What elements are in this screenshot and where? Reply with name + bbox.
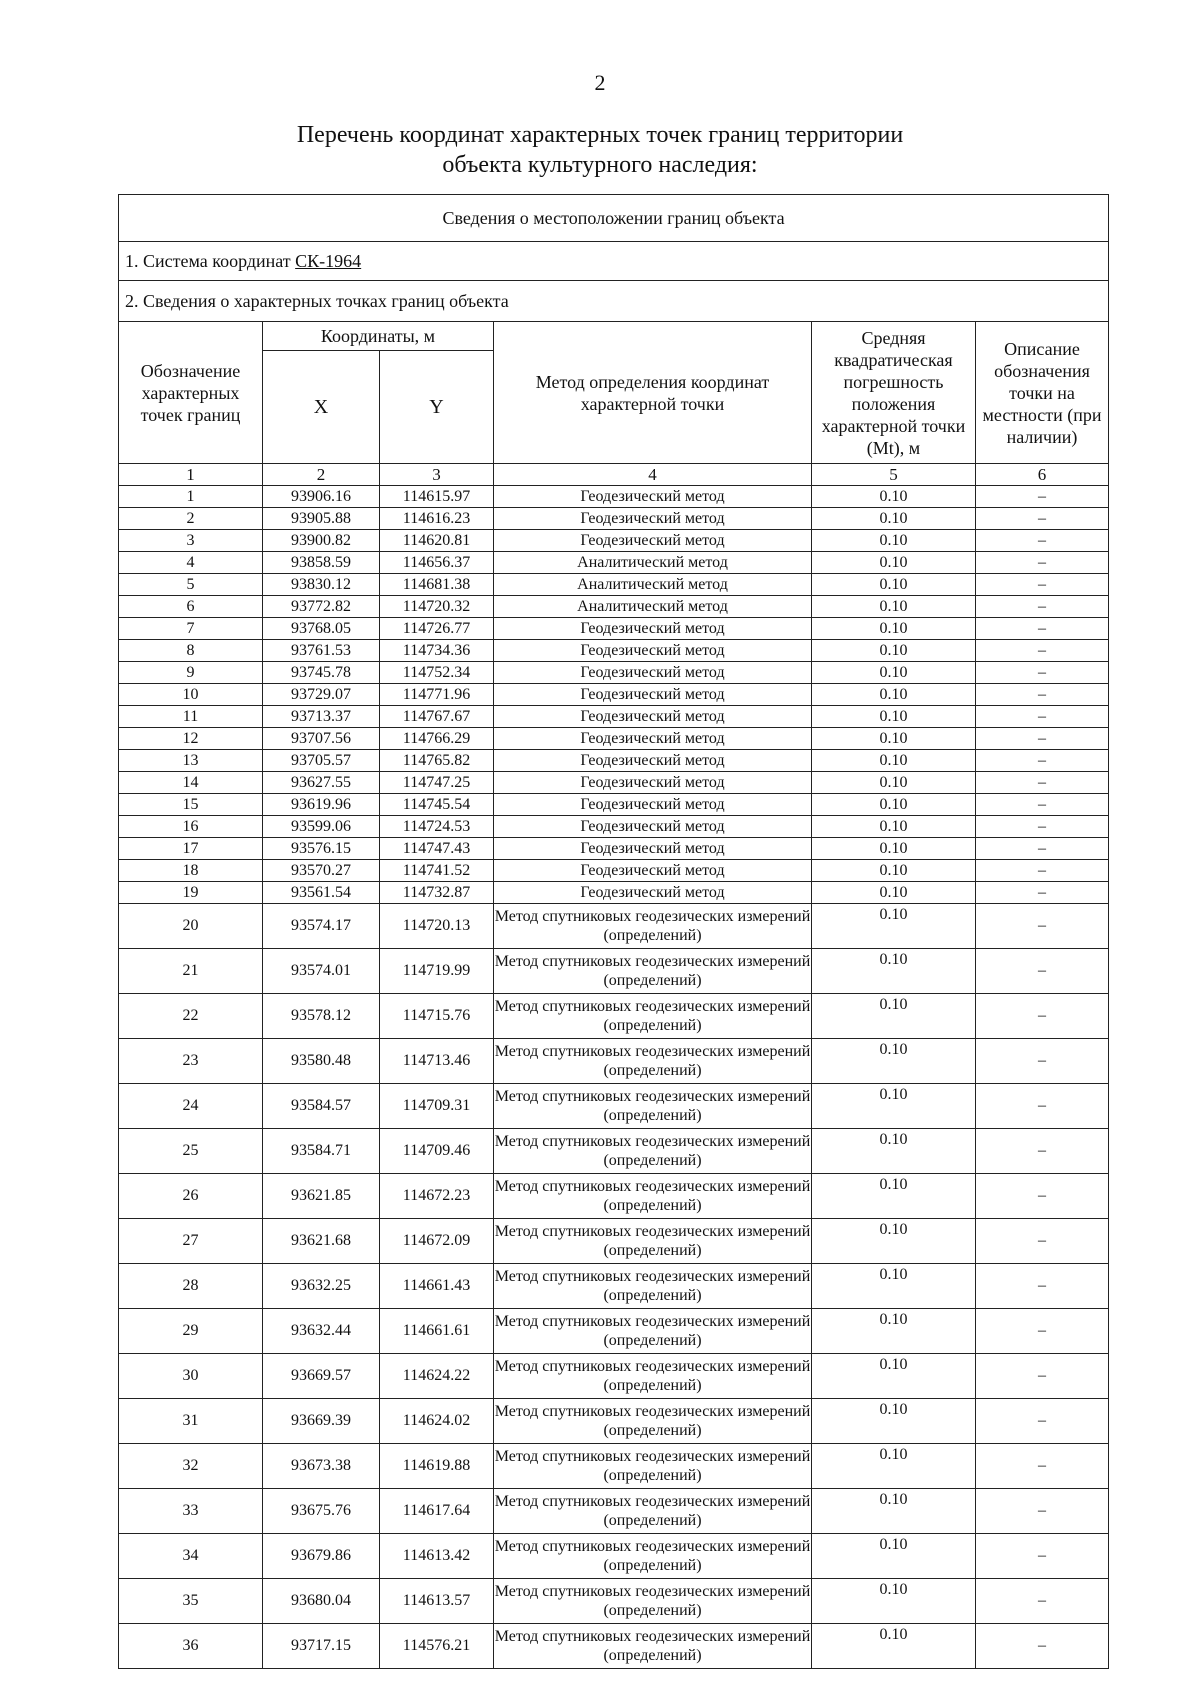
x-coordinate-cell: 93578.12 xyxy=(263,994,380,1039)
description-cell: – xyxy=(976,882,1109,904)
y-coordinate-cell: 114656.37 xyxy=(380,552,494,574)
point-number-cell: 20 xyxy=(119,904,263,949)
method-cell: Метод спутниковых геодезических измерений (определений) xyxy=(494,1084,812,1129)
point-number-cell: 25 xyxy=(119,1129,263,1174)
accuracy-cell: 0.10 xyxy=(812,1624,976,1669)
y-coordinate-cell: 114745.54 xyxy=(380,794,494,816)
method-cell: Геодезический метод xyxy=(494,640,812,662)
table-row xyxy=(119,508,1109,530)
method-cell: Геодезический метод xyxy=(494,486,812,508)
accuracy-cell: 0.10 xyxy=(812,1129,976,1174)
method-cell: Метод спутниковых геодезических измерений (определений) xyxy=(494,1174,812,1219)
description-cell: – xyxy=(976,662,1109,684)
point-number-cell: 18 xyxy=(119,860,263,882)
method-cell: Геодезический метод xyxy=(494,838,812,860)
y-coordinate-cell: 114619.88 xyxy=(380,1444,494,1489)
y-coordinate-cell: 114613.57 xyxy=(380,1579,494,1624)
x-coordinate-cell: 93745.78 xyxy=(263,662,380,684)
table-row xyxy=(119,1354,1109,1399)
accuracy-cell: 0.10 xyxy=(812,750,976,772)
point-number-cell: 5 xyxy=(119,574,263,596)
method-cell: Метод спутниковых геодезических измерений (определений) xyxy=(494,1264,812,1309)
point-number-cell: 32 xyxy=(119,1444,263,1489)
description-cell: – xyxy=(976,1264,1109,1309)
point-number-cell: 9 xyxy=(119,662,263,684)
method-cell: Метод спутниковых геодезических измерений (определений) xyxy=(494,1309,812,1354)
x-coordinate-cell: 93669.57 xyxy=(263,1354,380,1399)
table-row xyxy=(119,994,1109,1039)
point-number-cell: 11 xyxy=(119,706,263,728)
description-cell: – xyxy=(976,530,1109,552)
accuracy-cell: 0.10 xyxy=(812,728,976,750)
x-coordinate-cell: 93621.68 xyxy=(263,1219,380,1264)
description-cell: – xyxy=(976,1129,1109,1174)
page-number: 2 xyxy=(594,70,606,95)
method-cell: Геодезический метод xyxy=(494,662,812,684)
accuracy-cell: 0.10 xyxy=(812,1174,976,1219)
accuracy-cell: 0.10 xyxy=(812,706,976,728)
method-cell: Геодезический метод xyxy=(494,530,812,552)
y-coordinate-cell: 114767.67 xyxy=(380,706,494,728)
y-coordinate-cell: 114726.77 xyxy=(380,618,494,640)
description-cell: – xyxy=(976,838,1109,860)
y-coordinate-cell: 114771.96 xyxy=(380,684,494,706)
header-accuracy: Средняя квадратическая погрешность положения характерной точки (Mt), м xyxy=(812,322,976,464)
column-numbers-row xyxy=(119,464,1109,486)
x-coordinate-cell: 93713.37 xyxy=(263,706,380,728)
accuracy-cell: 0.10 xyxy=(812,816,976,838)
table-row xyxy=(119,640,1109,662)
table-row xyxy=(119,1399,1109,1444)
point-number-cell: 29 xyxy=(119,1309,263,1354)
table-row xyxy=(119,728,1109,750)
y-coordinate-cell: 114752.34 xyxy=(380,662,494,684)
point-number-cell: 16 xyxy=(119,816,263,838)
page-title xyxy=(0,120,1200,180)
method-cell: Геодезический метод xyxy=(494,508,812,530)
x-coordinate-cell: 93584.57 xyxy=(263,1084,380,1129)
column-number: 6 xyxy=(976,464,1109,486)
method-cell: Аналитический метод xyxy=(494,596,812,618)
x-coordinate-cell: 93900.82 xyxy=(263,530,380,552)
table-row xyxy=(119,772,1109,794)
point-number-cell: 7 xyxy=(119,618,263,640)
point-number-cell: 3 xyxy=(119,530,263,552)
x-coordinate-cell: 93576.15 xyxy=(263,838,380,860)
accuracy-cell: 0.10 xyxy=(812,794,976,816)
description-cell: – xyxy=(976,794,1109,816)
table-row xyxy=(119,662,1109,684)
point-number-cell: 33 xyxy=(119,1489,263,1534)
description-cell: – xyxy=(976,1534,1109,1579)
description-cell: – xyxy=(976,860,1109,882)
point-number-cell: 12 xyxy=(119,728,263,750)
table-row xyxy=(119,860,1109,882)
accuracy-cell: 0.10 xyxy=(812,486,976,508)
table-row xyxy=(119,816,1109,838)
y-coordinate-cell: 114576.21 xyxy=(380,1624,494,1669)
description-cell: – xyxy=(976,684,1109,706)
accuracy-cell: 0.10 xyxy=(812,1309,976,1354)
method-cell: Геодезический метод xyxy=(494,772,812,794)
y-coordinate-cell: 114724.53 xyxy=(380,816,494,838)
point-number-cell: 28 xyxy=(119,1264,263,1309)
table-row xyxy=(119,574,1109,596)
accuracy-cell: 0.10 xyxy=(812,552,976,574)
table-row xyxy=(119,684,1109,706)
description-cell: – xyxy=(976,1444,1109,1489)
description-cell: – xyxy=(976,596,1109,618)
description-cell: – xyxy=(976,574,1109,596)
method-cell: Геодезический метод xyxy=(494,618,812,640)
x-coordinate-cell: 93675.76 xyxy=(263,1489,380,1534)
x-coordinate-cell: 93669.39 xyxy=(263,1399,380,1444)
table-row xyxy=(119,904,1109,949)
method-cell: Метод спутниковых геодезических измерений (определений) xyxy=(494,1489,812,1534)
header-method: Метод определения координат характерной точки xyxy=(494,322,812,464)
table-row xyxy=(119,1444,1109,1489)
coordinate-system-row xyxy=(119,242,1109,281)
method-cell: Метод спутниковых геодезических измерений (определений) xyxy=(494,1219,812,1264)
column-number: 4 xyxy=(494,464,812,486)
point-number-cell: 6 xyxy=(119,596,263,618)
x-coordinate-cell: 93761.53 xyxy=(263,640,380,662)
y-coordinate-cell: 114765.82 xyxy=(380,750,494,772)
method-cell: Метод спутниковых геодезических измерений (определений) xyxy=(494,1354,812,1399)
point-number-cell: 34 xyxy=(119,1534,263,1579)
method-cell: Аналитический метод xyxy=(494,552,812,574)
table-row xyxy=(119,618,1109,640)
description-cell: – xyxy=(976,486,1109,508)
y-coordinate-cell: 114624.22 xyxy=(380,1354,494,1399)
description-cell: – xyxy=(976,1219,1109,1264)
description-cell: – xyxy=(976,1624,1109,1669)
point-number-cell: 35 xyxy=(119,1579,263,1624)
point-number-cell: 1 xyxy=(119,486,263,508)
description-cell: – xyxy=(976,1489,1109,1534)
coordinate-system-value: СК-1964 xyxy=(295,251,362,271)
y-coordinate-cell: 114732.87 xyxy=(380,882,494,904)
accuracy-cell: 0.10 xyxy=(812,640,976,662)
x-coordinate-cell: 93673.38 xyxy=(263,1444,380,1489)
point-number-cell: 4 xyxy=(119,552,263,574)
y-coordinate-cell: 114616.23 xyxy=(380,508,494,530)
method-cell: Геодезический метод xyxy=(494,860,812,882)
point-number-cell: 26 xyxy=(119,1174,263,1219)
table-row xyxy=(119,882,1109,904)
y-coordinate-cell: 114747.25 xyxy=(380,772,494,794)
description-cell: – xyxy=(976,816,1109,838)
accuracy-cell: 0.10 xyxy=(812,1444,976,1489)
method-cell: Метод спутниковых геодезических измерений (определений) xyxy=(494,1444,812,1489)
x-coordinate-cell: 93830.12 xyxy=(263,574,380,596)
method-cell: Метод спутниковых геодезических измерений (определений) xyxy=(494,904,812,949)
point-number-cell: 22 xyxy=(119,994,263,1039)
x-coordinate-cell: 93599.06 xyxy=(263,816,380,838)
x-coordinate-cell: 93627.55 xyxy=(263,772,380,794)
table-row xyxy=(119,1489,1109,1534)
accuracy-cell: 0.10 xyxy=(812,994,976,1039)
point-number-cell: 24 xyxy=(119,1084,263,1129)
method-cell: Геодезический метод xyxy=(494,882,812,904)
description-cell: – xyxy=(976,772,1109,794)
table-row xyxy=(119,1624,1109,1669)
description-cell: – xyxy=(976,508,1109,530)
x-coordinate-cell: 93570.27 xyxy=(263,860,380,882)
description-cell: – xyxy=(976,949,1109,994)
y-coordinate-cell: 114613.42 xyxy=(380,1534,494,1579)
description-cell: – xyxy=(976,1084,1109,1129)
x-coordinate-cell: 93705.57 xyxy=(263,750,380,772)
accuracy-cell: 0.10 xyxy=(812,772,976,794)
accuracy-cell: 0.10 xyxy=(812,860,976,882)
accuracy-cell: 0.10 xyxy=(812,904,976,949)
x-coordinate-cell: 93717.15 xyxy=(263,1624,380,1669)
y-coordinate-cell: 114741.52 xyxy=(380,860,494,882)
accuracy-cell: 0.10 xyxy=(812,1354,976,1399)
table-row xyxy=(119,1084,1109,1129)
description-cell: – xyxy=(976,618,1109,640)
table-row xyxy=(119,1579,1109,1624)
point-number-cell: 19 xyxy=(119,882,263,904)
x-coordinate-cell: 93574.01 xyxy=(263,949,380,994)
table-row xyxy=(119,530,1109,552)
accuracy-cell: 0.10 xyxy=(812,684,976,706)
y-coordinate-cell: 114747.43 xyxy=(380,838,494,860)
column-number: 1 xyxy=(119,464,263,486)
point-number-cell: 30 xyxy=(119,1354,263,1399)
header-description: Описание обозначения точки на местности (при наличии) xyxy=(976,322,1109,464)
x-coordinate-cell: 93621.85 xyxy=(263,1174,380,1219)
y-coordinate-cell: 114617.64 xyxy=(380,1489,494,1534)
y-coordinate-cell: 114681.38 xyxy=(380,574,494,596)
y-coordinate-cell: 114672.09 xyxy=(380,1219,494,1264)
point-number-cell: 17 xyxy=(119,838,263,860)
table-row xyxy=(119,1309,1109,1354)
x-coordinate-cell: 93905.88 xyxy=(263,508,380,530)
method-cell: Метод спутниковых геодезических измерений (определений) xyxy=(494,1399,812,1444)
point-number-cell: 2 xyxy=(119,508,263,530)
method-cell: Геодезический метод xyxy=(494,706,812,728)
x-coordinate-cell: 93619.96 xyxy=(263,794,380,816)
y-coordinate-cell: 114661.61 xyxy=(380,1309,494,1354)
point-number-cell: 21 xyxy=(119,949,263,994)
description-cell: – xyxy=(976,994,1109,1039)
y-coordinate-cell: 114713.46 xyxy=(380,1039,494,1084)
y-coordinate-cell: 114766.29 xyxy=(380,728,494,750)
accuracy-cell: 0.10 xyxy=(812,1039,976,1084)
table-row xyxy=(119,1129,1109,1174)
header-y: Y xyxy=(380,351,494,464)
x-coordinate-cell: 93632.44 xyxy=(263,1309,380,1354)
y-coordinate-cell: 114615.97 xyxy=(380,486,494,508)
accuracy-cell: 0.10 xyxy=(812,1579,976,1624)
accuracy-cell: 0.10 xyxy=(812,596,976,618)
x-coordinate-cell: 93584.71 xyxy=(263,1129,380,1174)
table-row xyxy=(119,552,1109,574)
accuracy-cell: 0.10 xyxy=(812,949,976,994)
table-row xyxy=(119,750,1109,772)
accuracy-cell: 0.10 xyxy=(812,1264,976,1309)
accuracy-cell: 0.10 xyxy=(812,574,976,596)
point-number-cell: 14 xyxy=(119,772,263,794)
y-coordinate-cell: 114709.31 xyxy=(380,1084,494,1129)
table-row xyxy=(119,838,1109,860)
y-coordinate-cell: 114620.81 xyxy=(380,530,494,552)
method-cell: Метод спутниковых геодезических измерений (определений) xyxy=(494,1624,812,1669)
page-title-line2: объекта культурного наследия: xyxy=(442,152,758,178)
column-number: 2 xyxy=(263,464,380,486)
points-section-title: 2. Сведения о характерных точках границ объекта xyxy=(119,281,1109,322)
method-cell: Метод спутниковых геодезических измерений (определений) xyxy=(494,1534,812,1579)
method-cell: Метод спутниковых геодезических измерений (определений) xyxy=(494,1579,812,1624)
point-number-cell: 23 xyxy=(119,1039,263,1084)
y-coordinate-cell: 114672.23 xyxy=(380,1174,494,1219)
description-cell: – xyxy=(976,552,1109,574)
header-point: Обозначение характерных точек границ xyxy=(119,322,263,464)
method-cell: Аналитический метод xyxy=(494,574,812,596)
page-title-line1: Перечень координат характерных точек границ территории xyxy=(296,122,904,148)
table-row xyxy=(119,1264,1109,1309)
method-cell: Геодезический метод xyxy=(494,684,812,706)
description-cell: – xyxy=(976,1174,1109,1219)
y-coordinate-cell: 114719.99 xyxy=(380,949,494,994)
column-number: 5 xyxy=(812,464,976,486)
x-coordinate-cell: 93729.07 xyxy=(263,684,380,706)
description-cell: – xyxy=(976,904,1109,949)
x-coordinate-cell: 93580.48 xyxy=(263,1039,380,1084)
point-number-cell: 13 xyxy=(119,750,263,772)
y-coordinate-cell: 114720.13 xyxy=(380,904,494,949)
method-cell: Метод спутниковых геодезических измерений (определений) xyxy=(494,994,812,1039)
y-coordinate-cell: 114661.43 xyxy=(380,1264,494,1309)
accuracy-cell: 0.10 xyxy=(812,662,976,684)
point-number-cell: 8 xyxy=(119,640,263,662)
method-cell: Геодезический метод xyxy=(494,750,812,772)
x-coordinate-cell: 93680.04 xyxy=(263,1579,380,1624)
y-coordinate-cell: 114720.32 xyxy=(380,596,494,618)
y-coordinate-cell: 114734.36 xyxy=(380,640,494,662)
point-number-cell: 10 xyxy=(119,684,263,706)
description-cell: – xyxy=(976,1309,1109,1354)
description-cell: – xyxy=(976,640,1109,662)
x-coordinate-cell: 93768.05 xyxy=(263,618,380,640)
x-coordinate-cell: 93707.56 xyxy=(263,728,380,750)
method-cell: Метод спутниковых геодезических измерений (определений) xyxy=(494,1039,812,1084)
y-coordinate-cell: 114709.46 xyxy=(380,1129,494,1174)
description-cell: – xyxy=(976,1399,1109,1444)
table-row xyxy=(119,706,1109,728)
y-coordinate-cell: 114715.76 xyxy=(380,994,494,1039)
header-x: X xyxy=(263,351,380,464)
accuracy-cell: 0.10 xyxy=(812,1534,976,1579)
description-cell: – xyxy=(976,1579,1109,1624)
accuracy-cell: 0.10 xyxy=(812,530,976,552)
table-row xyxy=(119,1219,1109,1264)
accuracy-cell: 0.10 xyxy=(812,838,976,860)
table-row xyxy=(119,1039,1109,1084)
method-cell: Метод спутниковых геодезических измерений (определений) xyxy=(494,1129,812,1174)
description-cell: – xyxy=(976,1039,1109,1084)
section-title: Сведения о местоположении границ объекта xyxy=(119,195,1109,242)
point-number-cell: 36 xyxy=(119,1624,263,1669)
table-row xyxy=(119,794,1109,816)
accuracy-cell: 0.10 xyxy=(812,1399,976,1444)
accuracy-cell: 0.10 xyxy=(812,1084,976,1129)
method-cell: Метод спутниковых геодезических измерений (определений) xyxy=(494,949,812,994)
point-number-cell: 27 xyxy=(119,1219,263,1264)
column-number: 3 xyxy=(380,464,494,486)
point-number-cell: 31 xyxy=(119,1399,263,1444)
x-coordinate-cell: 93772.82 xyxy=(263,596,380,618)
description-cell: – xyxy=(976,1354,1109,1399)
y-coordinate-cell: 114624.02 xyxy=(380,1399,494,1444)
coordinates-table xyxy=(118,194,1109,1669)
accuracy-cell: 0.10 xyxy=(812,508,976,530)
table-row xyxy=(119,1534,1109,1579)
x-coordinate-cell: 93906.16 xyxy=(263,486,380,508)
description-cell: – xyxy=(976,750,1109,772)
method-cell: Геодезический метод xyxy=(494,728,812,750)
x-coordinate-cell: 93679.86 xyxy=(263,1534,380,1579)
accuracy-cell: 0.10 xyxy=(812,1219,976,1264)
header-coordinates: Координаты, м xyxy=(263,322,494,351)
table-row xyxy=(119,1174,1109,1219)
x-coordinate-cell: 93632.25 xyxy=(263,1264,380,1309)
x-coordinate-cell: 93858.59 xyxy=(263,552,380,574)
coordinate-system-label: 1. Система координат xyxy=(125,251,296,271)
point-number-cell: 15 xyxy=(119,794,263,816)
table-row xyxy=(119,486,1109,508)
accuracy-cell: 0.10 xyxy=(812,618,976,640)
table-row xyxy=(119,596,1109,618)
accuracy-cell: 0.10 xyxy=(812,1489,976,1534)
table-row xyxy=(119,949,1109,994)
x-coordinate-cell: 93574.17 xyxy=(263,904,380,949)
method-cell: Геодезический метод xyxy=(494,794,812,816)
accuracy-cell: 0.10 xyxy=(812,882,976,904)
x-coordinate-cell: 93561.54 xyxy=(263,882,380,904)
description-cell: – xyxy=(976,706,1109,728)
method-cell: Геодезический метод xyxy=(494,816,812,838)
description-cell: – xyxy=(976,728,1109,750)
